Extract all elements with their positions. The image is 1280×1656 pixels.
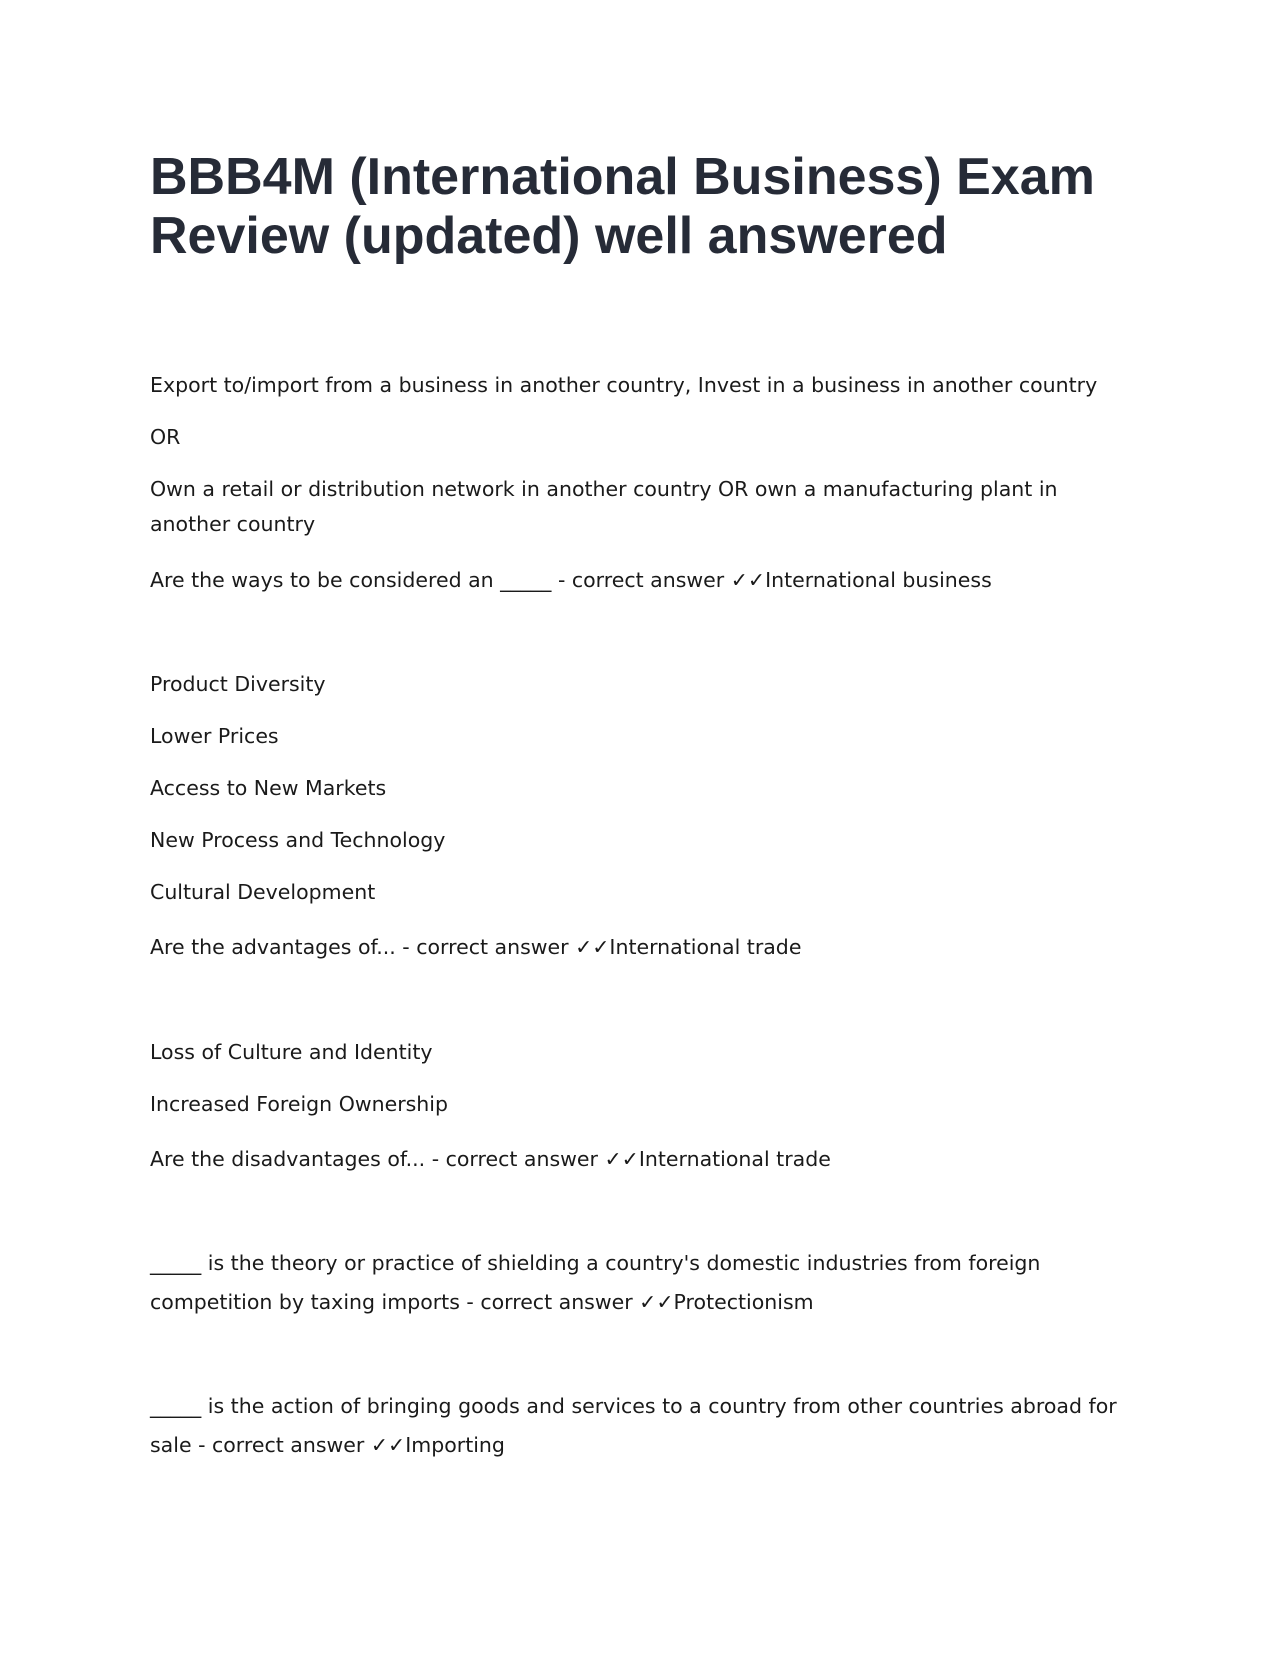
- title-line-1: BBB4M (International Business) Exam: [150, 148, 1095, 206]
- question-2-answer: Are the advantages of... - correct answer ✓✓International trade: [150, 935, 802, 959]
- title-line-2: Review (updated) well answered: [150, 207, 948, 265]
- question-1-line-2: OR: [150, 425, 181, 449]
- question-1-line-3: Own a retail or distribution network in another country OR own a manufacturing plant in: [150, 477, 1058, 501]
- question-1-line-1: Export to/import from a business in another country, Invest in a business in another country: [150, 373, 1098, 397]
- question-4-answer: competition by taxing imports - correct answer ✓✓Protectionism: [150, 1290, 814, 1314]
- document-title: [150, 148, 1150, 266]
- question-2-line-4: New Process and Technology: [150, 828, 446, 852]
- question-2-line-3: Access to New Markets: [150, 776, 387, 800]
- question-2-line-2: Lower Prices: [150, 724, 279, 748]
- question-2-line-1: Product Diversity: [150, 672, 326, 696]
- question-5-answer: sale - correct answer ✓✓Importing: [150, 1433, 505, 1457]
- question-3-answer: Are the disadvantages of... - correct answer ✓✓International trade: [150, 1147, 831, 1171]
- question-5-line-1: _____ is the action of bringing goods and services to a country from other countries abroad for: [150, 1394, 1117, 1418]
- question-4-line-1: _____ is the theory or practice of shielding a country's domestic industries from foreign: [150, 1251, 1041, 1275]
- question-3-line-2: Increased Foreign Ownership: [150, 1092, 449, 1116]
- question-1-answer: Are the ways to be considered an _____ - correct answer ✓✓International business: [150, 568, 992, 592]
- question-1-line-4: another country: [150, 512, 316, 536]
- question-3-line-1: Loss of Culture and Identity: [150, 1040, 433, 1064]
- question-2-line-5: Cultural Development: [150, 880, 376, 904]
